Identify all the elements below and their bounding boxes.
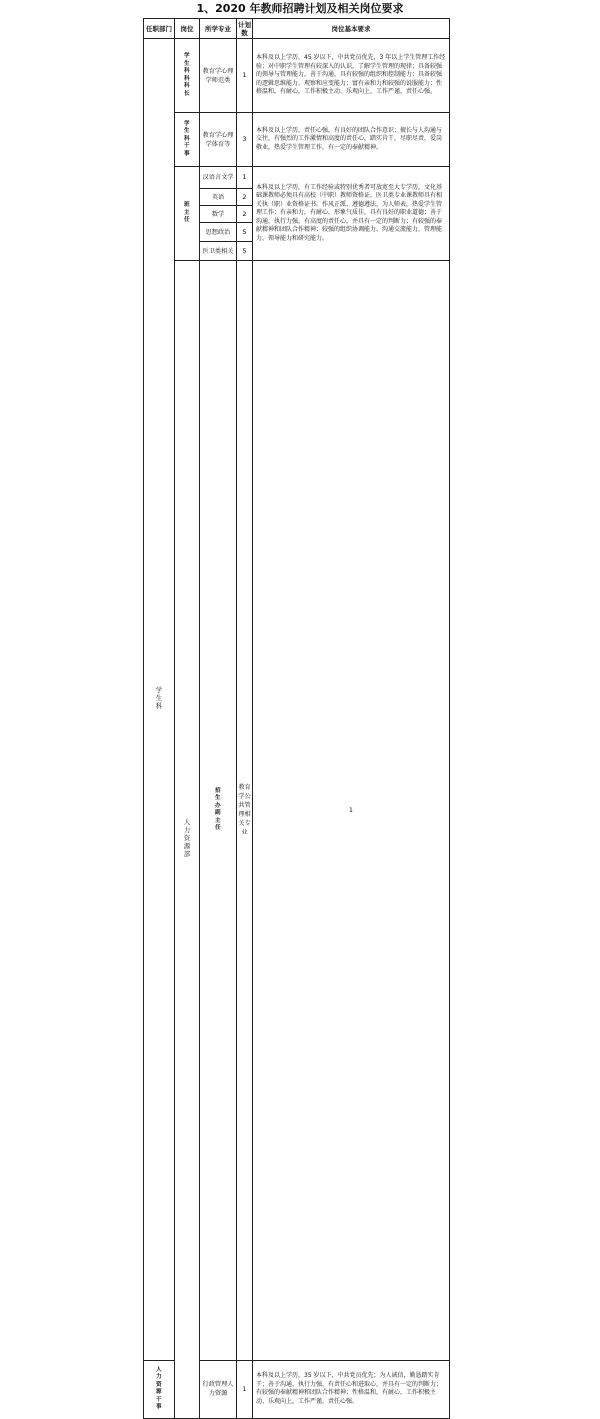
- table-header-row: [144, 19, 450, 39]
- post-cell: 人力资源干事: [144, 1360, 175, 1418]
- major-cell: 教育学心理学体育等: [200, 113, 237, 167]
- page-title: 1、2020 年教师招聘计划及相关岗位要求: [196, 2, 404, 15]
- header-post: 岗位: [175, 19, 200, 39]
- recruitment-table: [143, 18, 450, 1419]
- header-count: 计划数: [238, 20, 251, 37]
- table-row: [144, 39, 450, 113]
- dept-hr: 人力资源部: [175, 261, 200, 1419]
- post-cell: 招生办副主任: [200, 261, 237, 1361]
- table-row: [144, 167, 450, 189]
- count-cell: 1: [237, 1360, 253, 1418]
- count-cell: 1: [237, 39, 253, 113]
- requirements-cell: 本科及以上学历，35 岁以下，中共党员优先；为人诚信，勤恳踏实肯干；善于沟通，执行力强，有责任心和进取心，并具有一定的判断力；有较强的奉献精神和团队合作精神；性格温和，有耐心，工作积极主动、乐观向上，工作严谨，责任心强。: [253, 1360, 450, 1418]
- table-row: [144, 113, 450, 167]
- major-cell: 数学: [200, 206, 237, 223]
- major-cell: 思想政治: [200, 223, 237, 242]
- count-cell: 1: [237, 167, 253, 189]
- major-cell: 医卫类相关: [200, 242, 237, 261]
- count-cell: 5: [237, 242, 253, 261]
- header-requirements: 岗位基本要求: [253, 19, 450, 39]
- major-cell: 教育学公共管理相关专业: [237, 261, 253, 1361]
- requirements-cell: 本科及以上学历，有工作经验或特别优秀者可放宽至大专学历，文化基础课教师必须具有高校（中职）教师资格证，医卫类专业课教师具有相关执（职）业资格证书。作风正派、遵德遵法，为人师表，热爱学生管理工作；有亲和力，有耐心，形象气质佳，具有良好的职业道德；善于沟通，执行力强，有高度的责任心，并具有一定的判断力；有较强的奉献精神和团队合作精神；较强的组织协调能力、沟通交流能力、管理能力、领导能力和研究能力。: [253, 167, 450, 261]
- post-cell: 班主任: [175, 167, 200, 261]
- count-cell: 3: [237, 113, 253, 167]
- major-cell: 行政管理人力资源: [200, 1360, 237, 1418]
- major-cell: 英语: [200, 189, 237, 206]
- count-cell: 2: [237, 189, 253, 206]
- count-cell: 2: [237, 206, 253, 223]
- header-dept: 任职部门: [144, 19, 175, 39]
- count-cell: 1: [253, 261, 450, 1361]
- count-cell: 5: [237, 223, 253, 242]
- dept-student: 学生科: [144, 39, 175, 1361]
- requirements-cell: 本科及以上学历，45 岁以下，中共党员优先，3 年以上学生管理工作经验；对中职学生管理有较深入的认识，了解学生管理的现律；具备较强的领导与管理能力，善于沟通，具有较强的组织和控制能力；具备较强的逻辑思维能力、观察和应变能力；富有亲和力和较强的说服能力；性格温和，有耐心，工作积极主动、乐观向上，工作严谨，责任心强。: [253, 39, 450, 113]
- major-cell: 教育学心理学师范类: [200, 39, 237, 113]
- major-cell: 汉语言文学: [200, 167, 237, 189]
- header-major: 所学专业: [200, 19, 237, 39]
- post-cell: 学生科干事: [175, 113, 200, 167]
- table-row: [144, 261, 450, 1361]
- post-cell: 学生科科科长: [175, 39, 200, 113]
- requirements-cell: 本科及以上学历，责任心强，有良好的团队合作意识；擅长与人沟通与交往，有强烈的工作激情和高度的责任心，踏实肯干，尽职尽责，爱岗敬业，热爱学生管理工作，有一定的奉献精神。: [253, 113, 450, 167]
